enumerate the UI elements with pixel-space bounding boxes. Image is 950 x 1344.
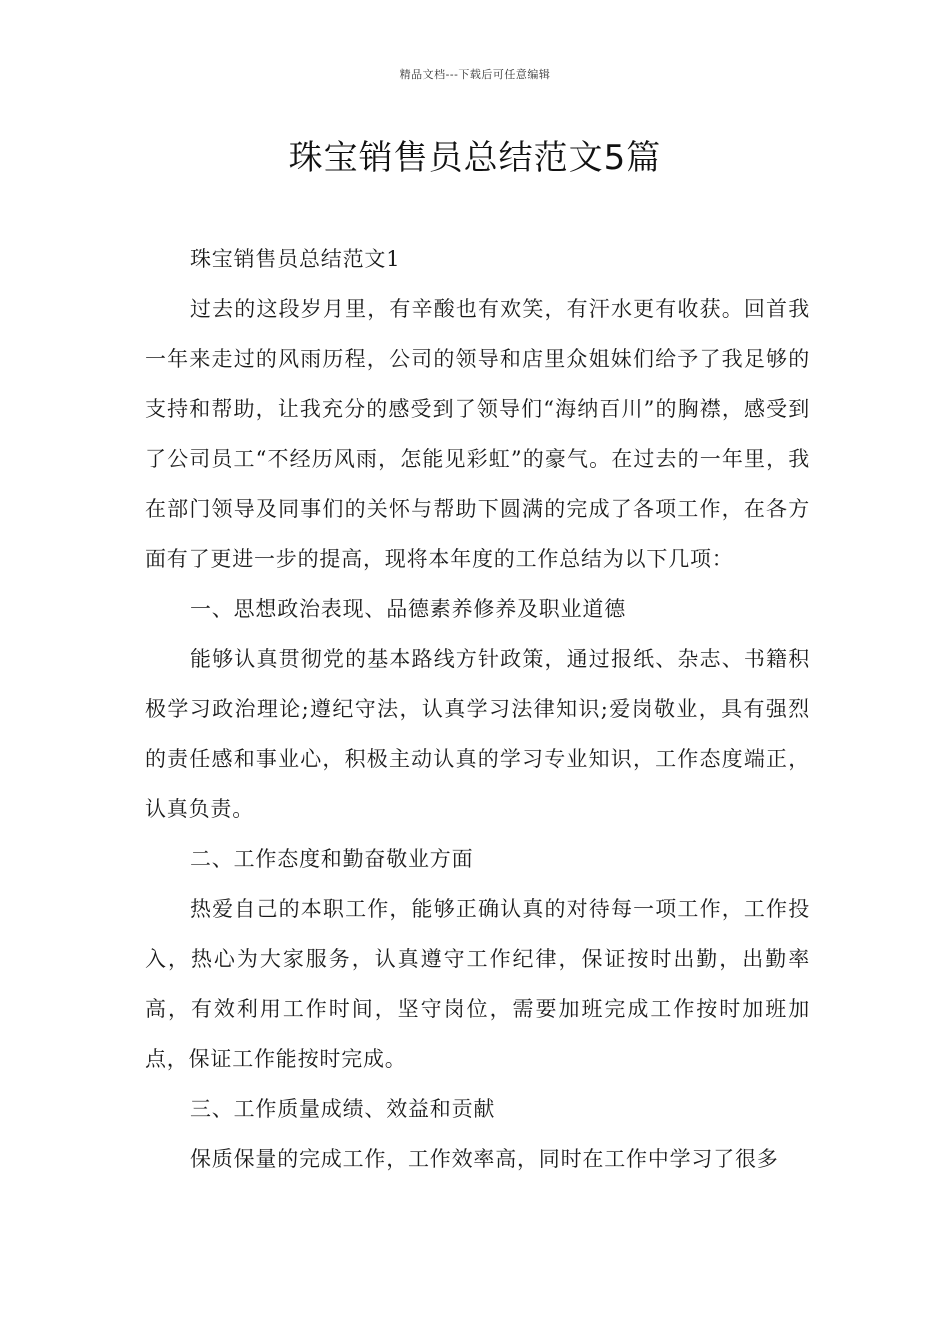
header-note: 精品文档---下载后可任意编辑 [399, 68, 551, 81]
paragraph: 热爱自己的本职工作，能够正确认真的对待每一项工作，工作投入，热心为大家服务，认真遵守工作纪律，保证按时出勤，出勤率高，有效利用工作时间，坚守岗位，需要加班完成工作按时加班加点，保证工作能按时完成。 [145, 897, 810, 1071]
section-heading-4: 三、工作质量成绩、效益和贡献 [190, 1097, 496, 1121]
section-heading-2: 一、思想政治表现、品德素养修养及职业道德 [190, 597, 626, 621]
document-body [145, 234, 810, 1184]
paragraph: 能够认真贯彻党的基本路线方针政策，通过报纸、杂志、书籍积极学习政治理论;遵纪守法，认真学习法律知识;爱岗敬业，具有强烈的责任感和事业心，积极主动认真的学习专业知识，工作态度端正，认真负责。 [145, 647, 810, 821]
section-heading-1: 珠宝销售员总结范文1 [190, 247, 401, 271]
paragraph: 保质保量的完成工作，工作效率高，同时在工作中学习了很多 [190, 1147, 779, 1171]
section-heading-3: 二、工作态度和勤奋敬业方面 [190, 847, 474, 871]
paragraph: 过去的这段岁月里，有辛酸也有欢笑，有汗水更有收获。回首我一年来走过的风雨历程，公司的领导和店里众姐妹们给予了我足够的支持和帮助，让我充分的感受到了领导们“海纳百川”的胸襟，感受到了公司员工“不经历风雨，怎能见彩虹”的豪气。在过去的一年里，我在部门领导及同事们的关怀与帮助下圆满的完成了各项工作，在各方面有了更进一步的提高，现将本年度的工作总结为以下几项： [145, 297, 810, 571]
document-title: 珠宝销售员总结范文5篇 [288, 138, 662, 178]
